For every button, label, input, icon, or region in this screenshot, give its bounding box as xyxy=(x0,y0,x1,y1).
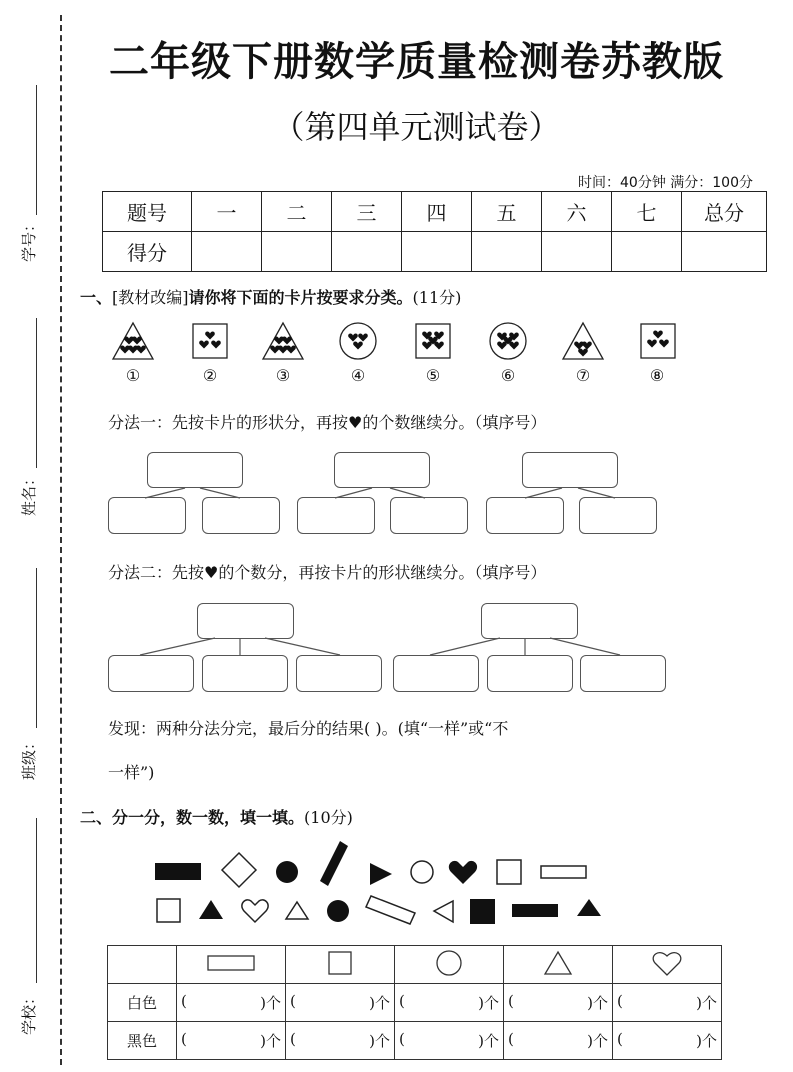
question-1-heading xyxy=(80,285,461,308)
paren-left: ( xyxy=(617,992,623,1010)
paren-right: )个 xyxy=(260,994,281,1012)
white-circle xyxy=(411,861,433,883)
count-row-black xyxy=(108,1022,722,1060)
method-2-group-1-sub-2[interactable] xyxy=(202,655,288,692)
score-table-score-row xyxy=(103,232,767,272)
name-label: 姓名： xyxy=(20,470,38,516)
score-header-cell: 四 xyxy=(402,192,472,232)
shapes-figure xyxy=(150,838,620,933)
method-1-group-3-sub-1[interactable] xyxy=(486,497,564,534)
square-icon xyxy=(327,950,353,976)
paren-right: )个 xyxy=(587,1032,608,1050)
count-table xyxy=(107,945,722,1060)
school-blank[interactable] xyxy=(36,818,37,983)
score-table xyxy=(102,191,767,272)
score-header-cell: 一 xyxy=(192,192,262,232)
method-1-group-2-box[interactable] xyxy=(334,452,430,488)
count-table-header-row xyxy=(108,946,722,984)
paren-right: )个 xyxy=(478,1032,499,1050)
method-1-group-1-box[interactable] xyxy=(147,452,243,488)
paren-left: ( xyxy=(181,992,187,1010)
paren-right: )个 xyxy=(369,1032,390,1050)
score-input-cell[interactable] xyxy=(542,232,612,272)
card-1 xyxy=(113,323,153,359)
black-triangle xyxy=(199,900,223,919)
score-input-cell[interactable] xyxy=(262,232,332,272)
score-input-cell[interactable] xyxy=(472,232,542,272)
count-cell[interactable] xyxy=(504,984,613,1022)
black-rectangle-tilted xyxy=(320,841,348,886)
method-1-group-3-box[interactable] xyxy=(522,452,618,488)
count-cell[interactable] xyxy=(395,984,504,1022)
white-rectangle xyxy=(541,866,586,878)
paren-right: )个 xyxy=(478,994,499,1012)
method-2-group-2-sub-3[interactable] xyxy=(580,655,666,692)
score-header-cell: 六 xyxy=(542,192,612,232)
paren-left: ( xyxy=(399,992,405,1010)
card-3 xyxy=(263,323,303,359)
count-cell[interactable] xyxy=(395,1022,504,1060)
method-1-group-2-sub-1[interactable] xyxy=(297,497,375,534)
paren-left: ( xyxy=(290,1030,296,1048)
card-figures xyxy=(100,318,700,368)
paren-right: )个 xyxy=(696,1032,717,1050)
paren-left: ( xyxy=(290,992,296,1010)
score-row-label: 得分 xyxy=(103,232,192,272)
question-2-heading xyxy=(80,805,353,828)
card-label-5: ⑤ xyxy=(425,366,441,385)
count-cell[interactable] xyxy=(177,984,286,1022)
score-table-header-row xyxy=(103,192,767,232)
paren-right: )个 xyxy=(696,994,717,1012)
card-label-1: ① xyxy=(125,366,141,385)
card-label-2: ② xyxy=(202,366,218,385)
square-column-header xyxy=(286,946,395,984)
white-triangle xyxy=(434,901,453,922)
finding-line-2: 一样”) xyxy=(108,763,155,782)
method-1-instruction: 分法一：先按卡片的形状分，再按♥的个数继续分。（填序号） xyxy=(108,413,547,432)
paren-left: ( xyxy=(617,1030,623,1048)
score-header-cell: 题号 xyxy=(103,192,192,232)
paren-left: ( xyxy=(508,1030,514,1048)
method-1-group-1-sub-2[interactable] xyxy=(202,497,280,534)
question-1-text: 请你将下面的卡片按要求分类。 xyxy=(188,288,413,307)
paren-right: )个 xyxy=(369,994,390,1012)
method-2-group-1-box[interactable] xyxy=(197,603,294,639)
card-label-8: ⑧ xyxy=(649,366,665,385)
student-id-label: 学号： xyxy=(20,216,38,262)
white-square-rotated xyxy=(222,853,256,887)
question-1-points: (11分) xyxy=(412,288,462,307)
question-1-number: 一、 xyxy=(80,288,113,307)
card-8 xyxy=(641,324,675,358)
count-cell[interactable] xyxy=(286,1022,395,1060)
white-square xyxy=(497,860,521,884)
score-header-cell: 二 xyxy=(262,192,332,232)
score-header-cell: 总分 xyxy=(682,192,767,232)
paren-left: ( xyxy=(508,992,514,1010)
card-5 xyxy=(416,324,450,358)
page-subtitle: （第四单元测试卷） xyxy=(272,108,561,146)
count-cell[interactable] xyxy=(504,1022,613,1060)
row-label-black: 黑色 xyxy=(108,1022,177,1060)
triangle-column-header xyxy=(504,946,613,984)
heart-column-header xyxy=(613,946,722,984)
school-label: 学校： xyxy=(20,989,38,1035)
score-input-cell[interactable] xyxy=(612,232,682,272)
score-header-cell: 五 xyxy=(472,192,542,232)
card-label-7: ⑦ xyxy=(575,366,591,385)
white-heart xyxy=(242,900,268,922)
circle-icon xyxy=(435,949,463,977)
count-cell[interactable] xyxy=(286,984,395,1022)
score-header-cell: 七 xyxy=(612,192,682,232)
card-2 xyxy=(193,324,227,358)
score-header-cell: 三 xyxy=(332,192,402,232)
count-cell[interactable] xyxy=(177,1022,286,1060)
card-label-4: ④ xyxy=(350,366,366,385)
question-1-tag: [教材改编] xyxy=(112,288,189,307)
paren-left: ( xyxy=(399,1030,405,1048)
black-heart xyxy=(449,861,477,884)
method-2-group-1-sub-1[interactable] xyxy=(108,655,194,692)
method-1-group-2-sub-2[interactable] xyxy=(390,497,468,534)
count-cell[interactable] xyxy=(613,984,722,1022)
card-7 xyxy=(563,323,603,359)
heart-icon xyxy=(651,949,683,977)
card-label-3: ③ xyxy=(275,366,291,385)
black-square xyxy=(470,899,495,924)
circle-column-header xyxy=(395,946,504,984)
exam-meta: 时间：40分钟 满分：100分 xyxy=(578,175,753,191)
score-input-cell[interactable] xyxy=(682,232,767,272)
row-label-white: 白色 xyxy=(108,984,177,1022)
black-triangle xyxy=(577,899,601,916)
finding-line-1: 发现：两种分法分完，最后分的结果( )。(填“一样”或“不 xyxy=(108,719,509,738)
paren-right: )个 xyxy=(260,1032,281,1050)
white-triangle xyxy=(286,902,308,919)
count-cell[interactable] xyxy=(613,1022,722,1060)
black-circle xyxy=(327,900,349,922)
question-2-points: (10分) xyxy=(304,808,353,827)
score-input-cell[interactable] xyxy=(332,232,402,272)
method-2-instruction: 分法二：先按♥的个数分，再按卡片的形状继续分。（填序号） xyxy=(108,563,547,582)
score-input-cell[interactable] xyxy=(402,232,472,272)
name-blank[interactable] xyxy=(36,318,37,468)
count-table-corner xyxy=(108,946,177,984)
triangle-icon xyxy=(543,950,573,976)
method-2-group-2-box[interactable] xyxy=(481,603,578,639)
method-1-group-3-sub-2[interactable] xyxy=(579,497,657,534)
card-label-6: ⑥ xyxy=(500,366,516,385)
method-1-group-1-sub-1[interactable] xyxy=(108,497,186,534)
black-rectangle xyxy=(512,904,558,917)
black-triangle xyxy=(370,863,392,885)
black-circle xyxy=(276,861,298,883)
paren-left: ( xyxy=(181,1030,187,1048)
question-2-text: 二、分一分，数一数，填一填。 xyxy=(80,808,305,827)
method-2-group-1-sub-3[interactable] xyxy=(296,655,382,692)
card-6 xyxy=(490,323,526,359)
card-4 xyxy=(340,323,376,359)
white-rectangle-tilted xyxy=(366,896,415,924)
method-2-group-2-sub-1[interactable] xyxy=(393,655,479,692)
binding-dashed-line xyxy=(60,15,62,1065)
count-row-white xyxy=(108,984,722,1022)
class-label: 班级： xyxy=(20,734,38,780)
rectangle-column-header xyxy=(177,946,286,984)
method-2-group-2-sub-2[interactable] xyxy=(487,655,573,692)
white-square xyxy=(157,899,180,922)
page-title: 二年级下册数学质量检测卷苏教版 xyxy=(109,39,724,85)
class-blank[interactable] xyxy=(36,568,37,728)
black-rectangle xyxy=(155,863,201,880)
rectangle-icon xyxy=(206,952,256,974)
paren-right: )个 xyxy=(587,994,608,1012)
score-input-cell[interactable] xyxy=(192,232,262,272)
